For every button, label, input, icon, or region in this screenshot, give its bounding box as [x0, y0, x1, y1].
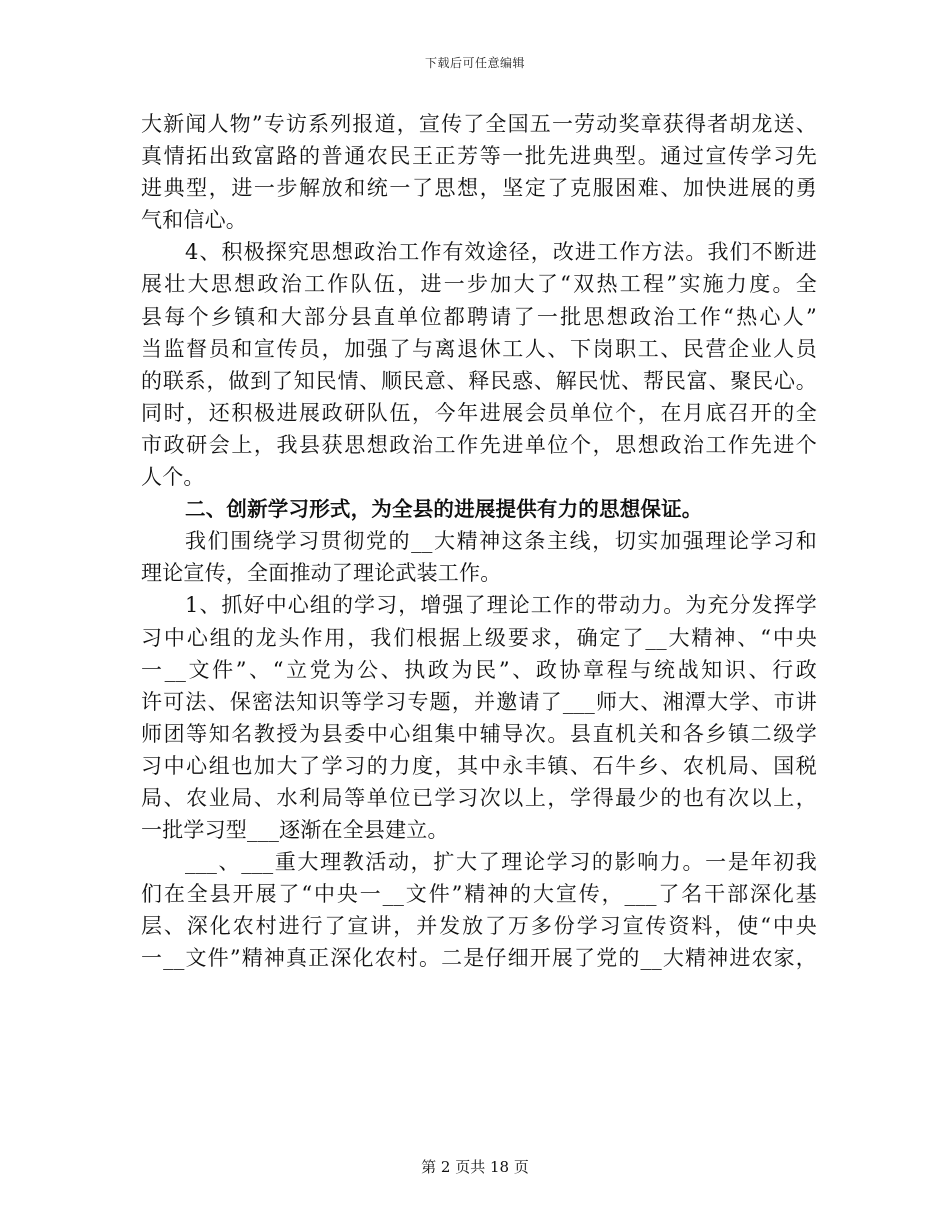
text-line: 习中心组的龙头作用，我们根据上级要求，确定了__大精神、“中央	[141, 625, 817, 650]
text-line: 同时，还积极进展政研队伍，今年进展会员单位个，在月底召开的全	[141, 400, 817, 425]
text-line: 当监督员和宣传员，加强了与离退休工人、下岗职工、民营企业人员	[141, 336, 817, 361]
text-line: ___、___重大理教活动，扩大了理论学习的影响力。一是年初我	[185, 850, 817, 875]
text-line: 4、积极探究思想政治工作有效途径，改进工作方法。我们不断进	[185, 240, 817, 265]
page-number: 第 2 页共 18 页	[421, 1158, 529, 1176]
text-line: 的联系，做到了知民情、顺民意、释民惑、解民忧、帮民富、聚民心。	[141, 368, 817, 393]
page-header: 下载后可任意编辑	[424, 56, 525, 70]
section-heading: 二、创新学习形式，为全县的进展提供有力的思想保证。	[185, 497, 703, 522]
text-line: 一__文件”精神真正深化农村。二是仔细开展了党的__大精神进农家，	[141, 946, 817, 971]
text-line: 我们围绕学习贯彻党的__大精神这条主线，切实加强理论学习和	[185, 529, 817, 554]
text-line: 层、深化农村进行了宣讲，并发放了万多份学习宣传资料，使“中央	[141, 914, 817, 939]
text-line: 一批学习型___逐渐在全县建立。	[141, 818, 449, 843]
text-line: 进典型，进一步解放和统一了思想，坚定了克服困难、加快进展的勇	[141, 176, 817, 201]
text-line: 们在全县开展了“中央一__文件”精神的大宣传，___了名干部深化基	[141, 882, 817, 907]
text-line: 理论宣传，全面推动了理论武装工作。	[141, 561, 502, 586]
document-body	[141, 108, 817, 975]
text-line: 气和信心。	[141, 208, 247, 233]
text-line: 市政研会上，我县获思想政治工作先进单位个，思想政治工作先进个	[141, 432, 817, 457]
text-line: 1、抓好中心组的学习，增强了理论工作的带动力。为充分发挥学	[185, 593, 817, 618]
text-line: 人个。	[141, 465, 205, 490]
text-line: 局、农业局、水利局等单位已学习次以上，学得最少的也有次以上，	[141, 785, 817, 810]
text-line: 真情拓出致富路的普通农民王正芳等一批先进典型。通过宣传学习先	[141, 144, 817, 169]
text-line: 师团等知名教授为县委中心组集中辅导次。县直机关和各乡镇二级学	[141, 721, 817, 746]
text-line: 一__文件”、“立党为公、执政为民”、政协章程与统战知识、行政	[141, 657, 817, 682]
text-line: 展壮大思想政治工作队伍，进一步加大了“双热工程”实施力度。全	[141, 272, 817, 297]
text-line: 大新闻人物”专访系列报道，宣传了全国五一劳动奖章获得者胡龙送、	[141, 112, 817, 136]
text-line: 许可法、保密法知识等学习专题，并邀请了___师大、湘潭大学、市讲	[141, 689, 817, 714]
text-line: 习中心组也加大了学习的力度，其中永丰镇、石牛乡、农机局、国税	[141, 753, 817, 778]
text-line: 县每个乡镇和大部分县直单位都聘请了一批思想政治工作“热心人”	[141, 304, 817, 329]
